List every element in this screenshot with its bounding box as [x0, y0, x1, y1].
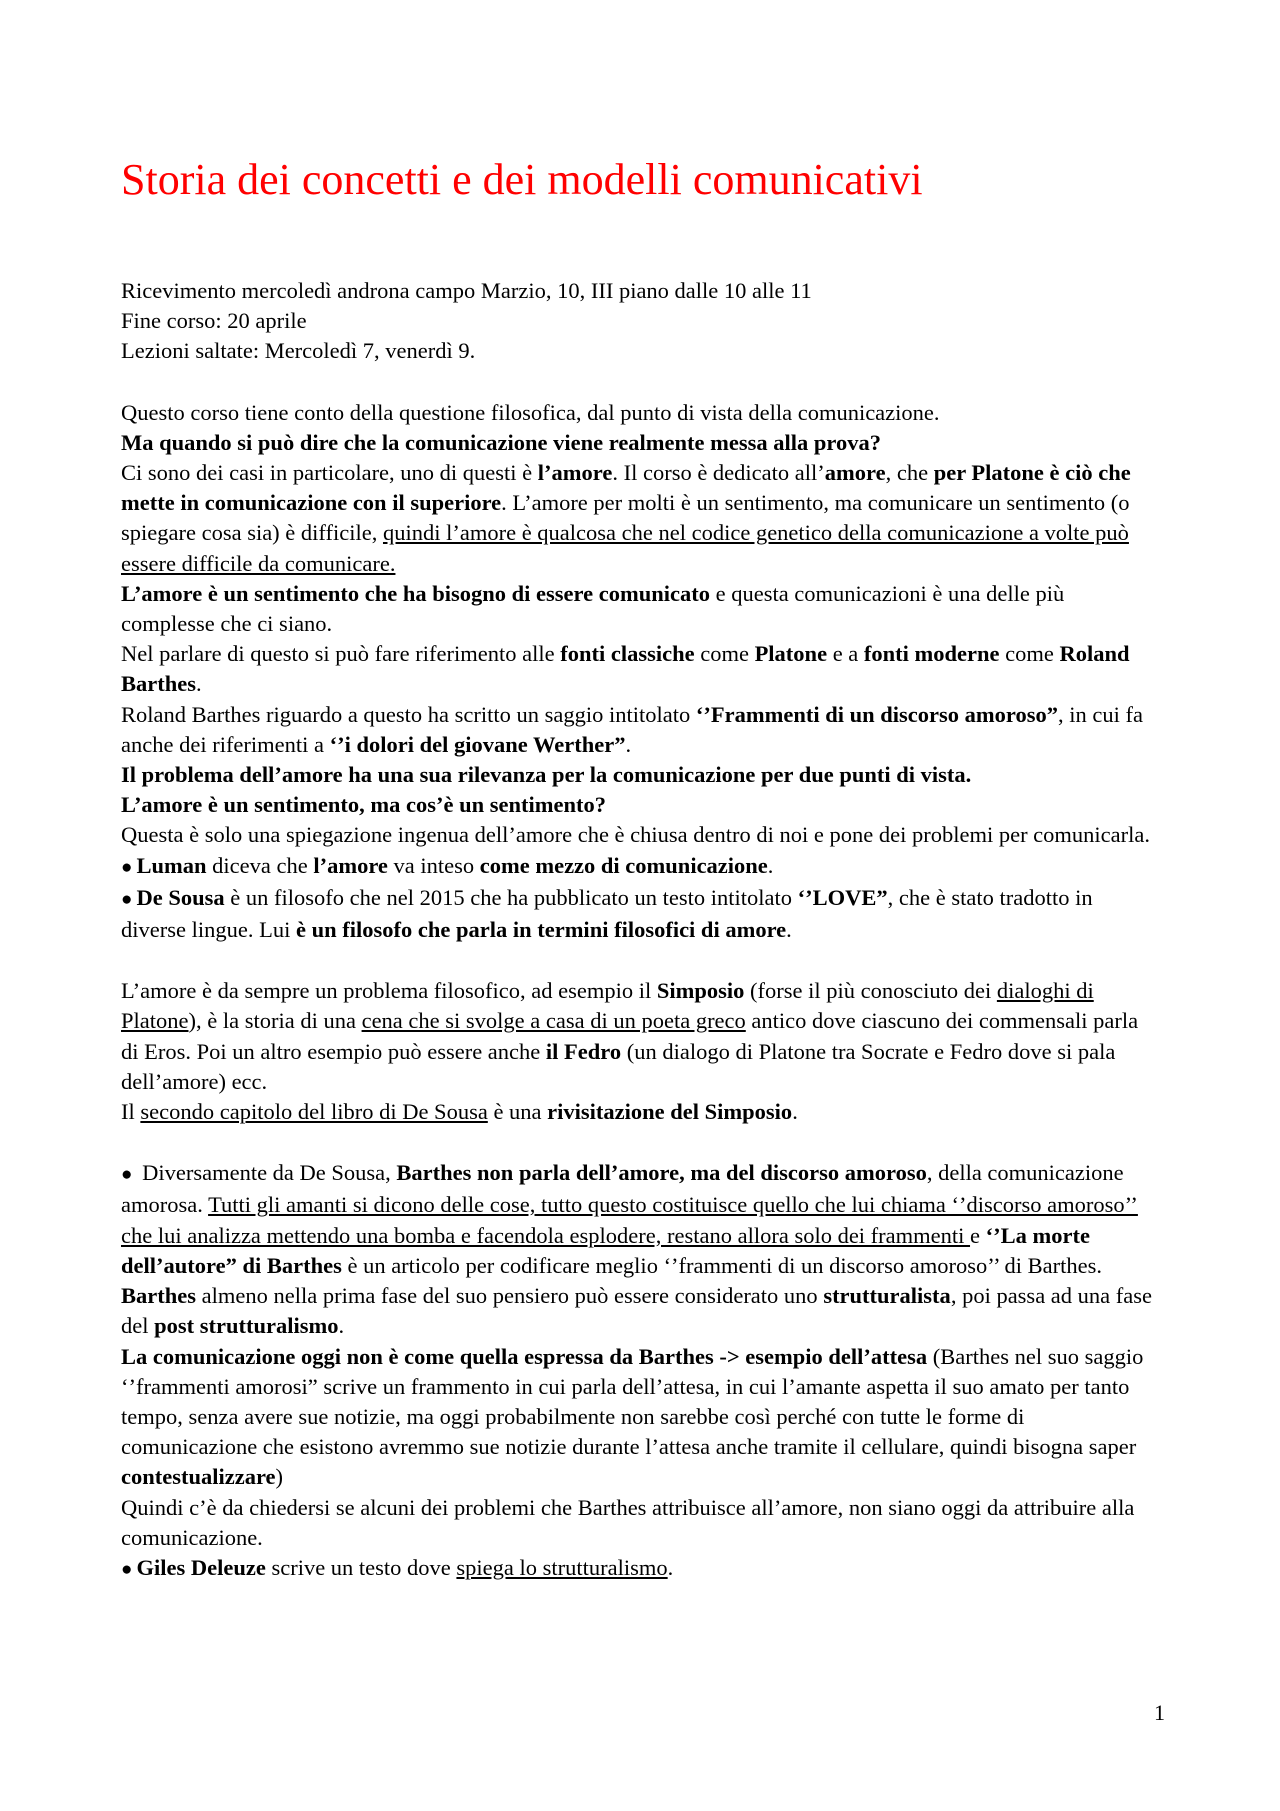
paragraph: Questo corso tiene conto della questione filosofica, dal punto di vista della comunicazione.: [121, 399, 940, 425]
info-line: Lezioni saltate: Mercoledì 7, venerdì 9.: [121, 338, 476, 364]
document-body: [121, 276, 1161, 1585]
bullet-icon: ●: [121, 888, 133, 910]
paragraph: Ma quando si può dire che la comunicazione viene realmente messa alla prova?: [121, 429, 881, 455]
paragraph: Questa è solo una spiegazione ingenua dell’amore che è chiusa dentro di noi e pone dei problemi per comunicarla.: [121, 822, 1151, 848]
list-item: ● Giles Deleuze scrive un testo dove spiega lo strutturalismo.: [121, 1554, 674, 1580]
paragraph: L’amore è da sempre un problema filosofico, ad esempio il Simposio (forse il più conosciuto dei dialoghi di Platone), è la storia di una cena che si svolge a casa di un poeta greco antico dove ciascuno dei commensali parla di Eros. Poi un altro esempio può essere anche il Fedro (un dialogo di Platone tra Socrate e Fedro dove si pala dell’amore) ecc.: [121, 978, 1139, 1094]
paragraph: Quindi c’è da chiedersi se alcuni dei problemi che Barthes attribuisce all’amore, non siano oggi da attribuire alla comunicazione.: [121, 1494, 1135, 1550]
paragraph: L’amore è un sentimento, ma cos’è un sentimento?: [121, 792, 606, 818]
paragraph: Roland Barthes riguardo a questo ha scritto un saggio intitolato ‘’Frammenti di un discorso amoroso”, in cui fa anche dei riferimenti a ‘’i dolori del giovane Werther”.: [121, 701, 1143, 757]
bullet-icon: ●: [121, 856, 133, 878]
paragraph: L’amore è un sentimento che ha bisogno di essere comunicato e questa comunicazioni è una delle più complesse che ci siano.: [121, 580, 1065, 637]
paragraph: Barthes almeno nella prima fase del suo pensiero può essere considerato uno strutturalista, poi passa ad una fase del post strutturalismo.: [121, 1283, 1152, 1339]
paragraph: La comunicazione oggi non è come quella espressa da Barthes -> esempio dell’attesa (Barthes nel suo saggio ‘’frammenti amorosi” scrive un frammento in cui parla dell’attesa, in cui l’amante aspetta il suo amato per tanto tempo, senza avere sue notizie, ma oggi probabilmente non sarebbe così perché con tutte le forme di comunicazione che esistono avremmo sue notizie durante l’attesa anche tramite il cellulare, quindi bisogna saper contestualizzare): [121, 1343, 1144, 1490]
paragraph: Ci sono dei casi in particolare, uno di questi è l’amore. Il corso è dedicato all’amore, che per Platone è ciò che mette in comunicazione con il superiore. L’amore per molti è un sentimento, ma comunicare un sentimento (o spiegare cosa sia) è difficile, quindi l’amore è qualcosa che nel codice genetico della comunicazione a volte può essere difficile da comunicare.: [121, 460, 1131, 576]
info-line: Fine corso: 20 aprile: [121, 308, 307, 334]
paragraph: Nel parlare di questo si può fare riferimento alle fonti classiche come Platone e a fonti moderne come Roland Barthes.: [121, 641, 1130, 697]
bullet-icon: ●: [121, 1164, 133, 1186]
paragraph: Il problema dell’amore ha una sua rilevanza per la comunicazione per due punti di vista.: [121, 762, 972, 788]
paragraph: Il secondo capitolo del libro di De Sousa è una rivisitazione del Simposio.: [121, 1099, 798, 1125]
document-title: Storia dei concetti e dei modelli comunicativi: [121, 155, 923, 204]
list-item: ● Diversamente da De Sousa, Barthes non parla dell’amore, ma del discorso amoroso, della comunicazione amorosa. Tutti gli amanti si dicono delle cose, tutto questo costituisce quello che lui chiama ‘’discorso amoroso’’ che lui analizza mettendo una bomba e facendola esplodere, restano allora solo dei frammenti e ‘’La morte dell’autore” di Barthes è un articolo per codificare meglio ‘’frammenti di un discorso amoroso’’ di Barthes.: [121, 1160, 1138, 1278]
bullet-icon: ●: [121, 1558, 133, 1580]
list-item: ● De Sousa è un filosofo che nel 2015 che ha pubblicato un testo intitolato ‘’LOVE”, che è stato tradotto in diverse lingue. Lui è un filosofo che parla in termini filosofici di amore.: [121, 884, 1093, 943]
list-item: ● Luman diceva che l’amore va inteso come mezzo di comunicazione.: [121, 852, 774, 878]
page-number: 1: [1154, 1700, 1165, 1725]
info-line: Ricevimento mercoledì androna campo Marzio, 10, III piano dalle 10 alle 11: [121, 278, 812, 303]
